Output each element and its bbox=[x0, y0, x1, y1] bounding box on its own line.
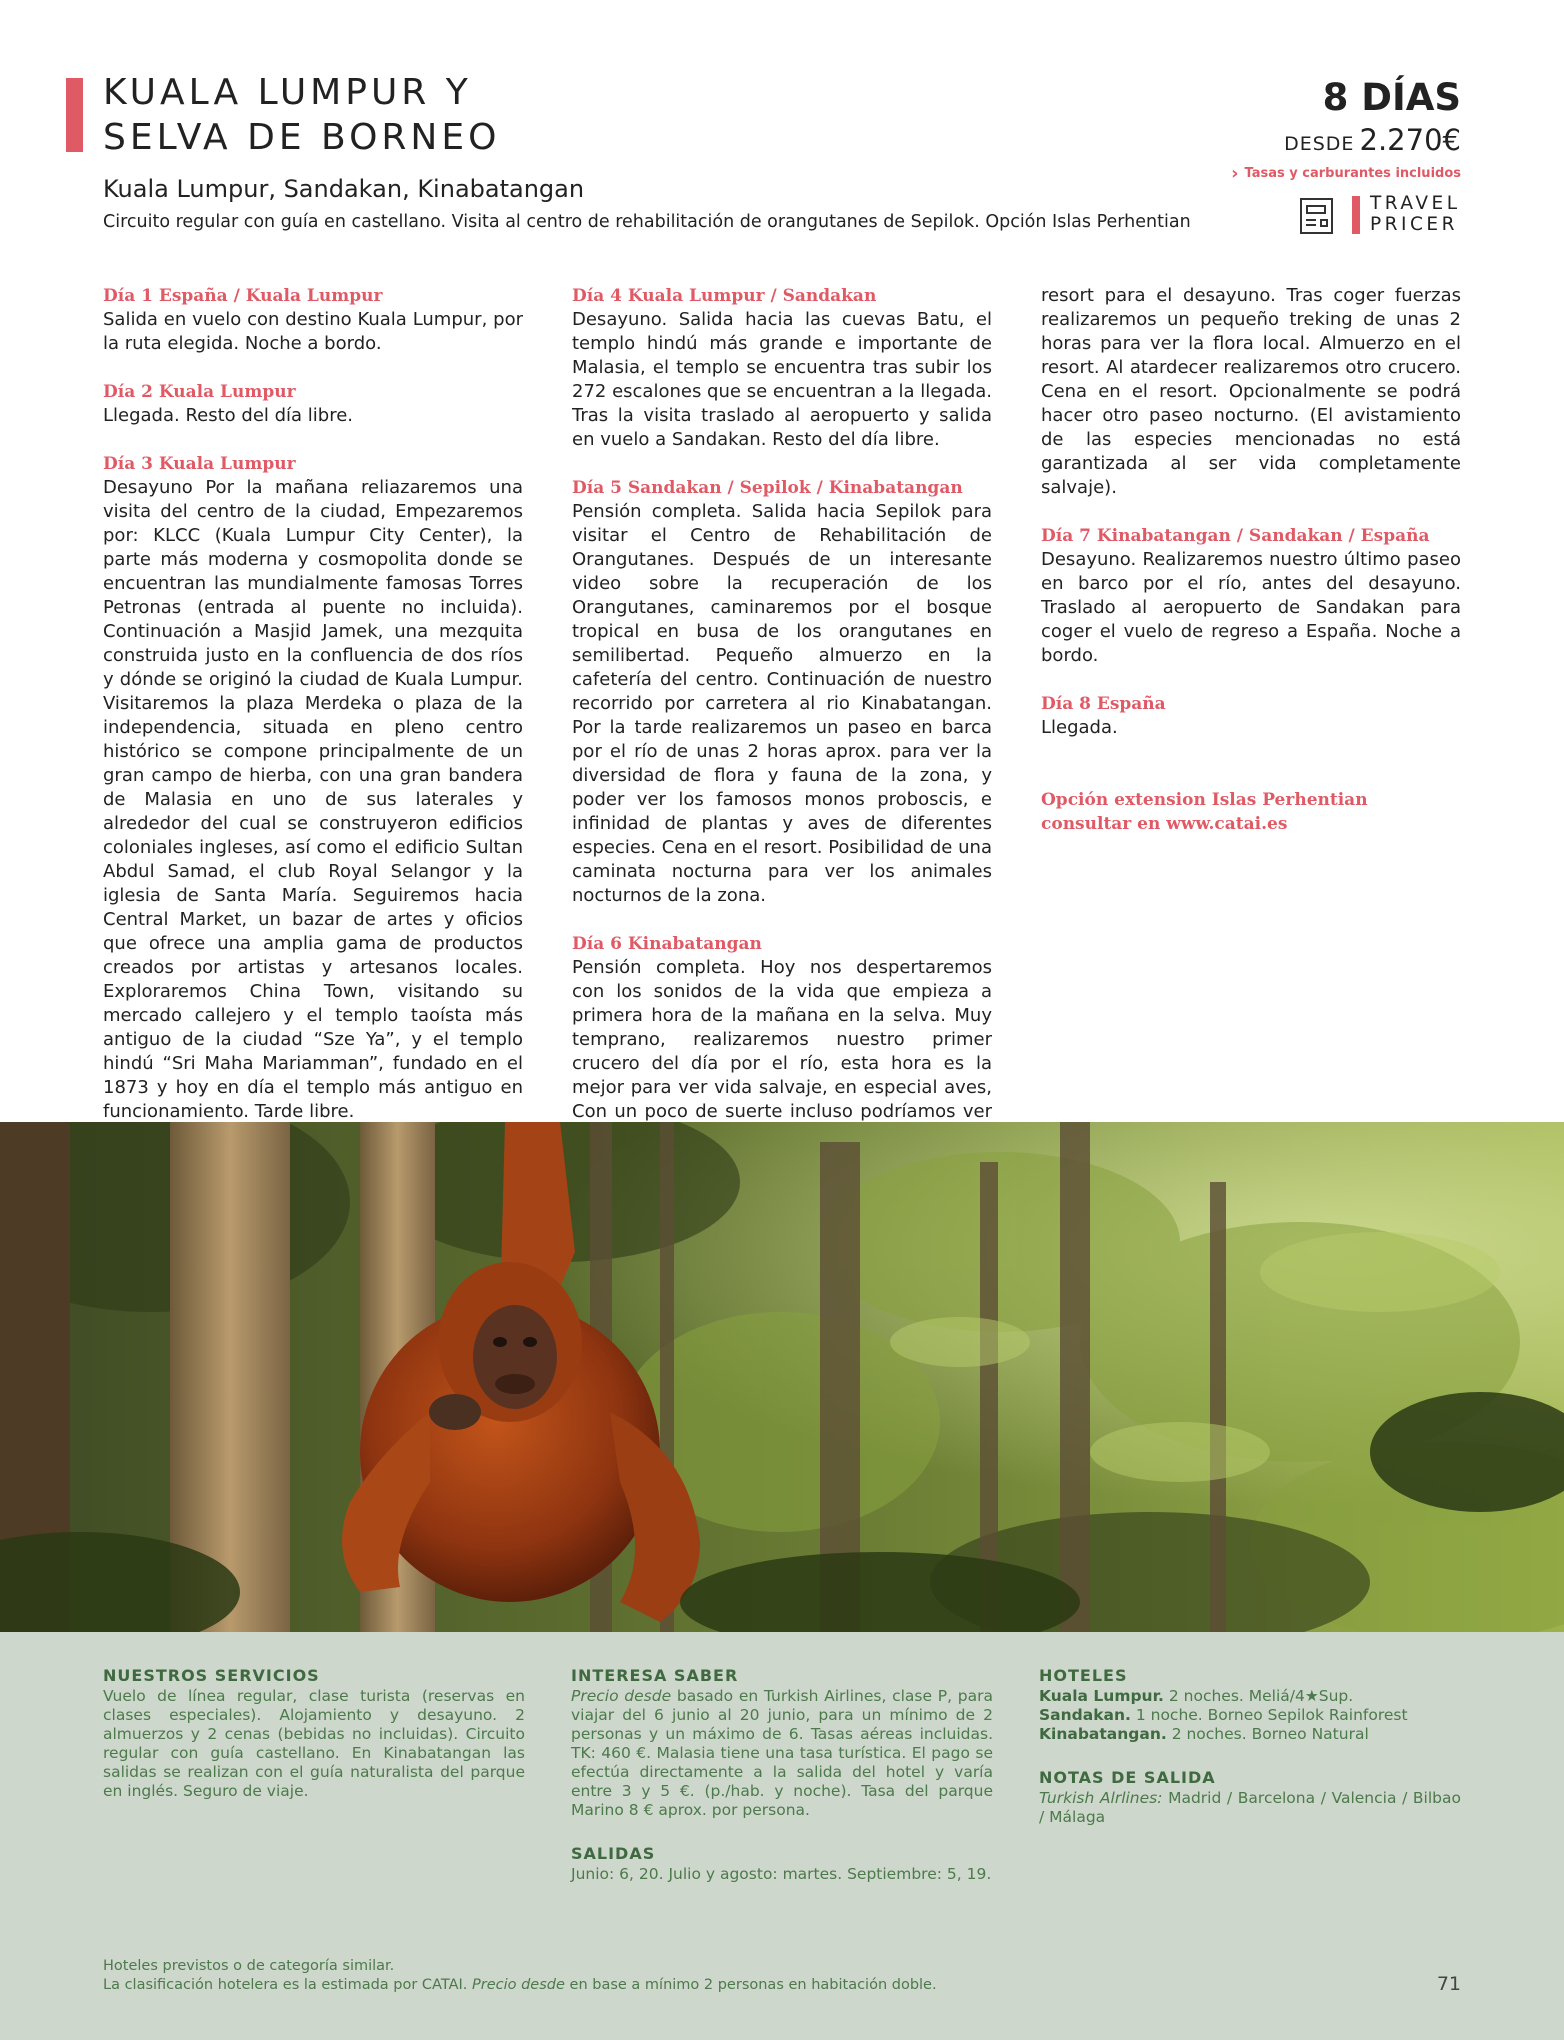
footer-note-2-italic: Precio desde bbox=[472, 1977, 565, 1993]
info-footer bbox=[0, 1632, 1564, 2040]
day-5-title: Día 5 Sandakan / Sepilok / Kinabatangan bbox=[572, 478, 963, 498]
footer-notes bbox=[103, 1957, 937, 1995]
day-3-text: Desayuno Por la mañana reliazaremos una visita del centro de la ciudad, Empezaremos por: KLCC (Kuala Lumpur City Center), la parte más moderna y cosmopolita donde se encuentran las mundialmente famosas Torres Petronas (entrada al puente no incluida). Continuación a Masjid Jamek, una mezquita construida justo en la confluencia de dos ríos y dónde se originó la ciudad de Kuala Lumpur. Visitaremos la plaza Merdeka o plaza de la independencia, situada en pleno centro histórico se compone principalmente de un gran campo de hierba, con una gran bandera de Malasia en uno de sus laterales y alrededor del cual se construyeron edificios coloniales ingleses, así como el edificio Sultan Abdul Samad, el club Royal Selangor y la iglesia de Santa María. Seguiremos hacia Central Market, un bazar de artes y oficios que ofrece una amplia gama de productos creados por artistas y artesanos locales. Exploraremos China Town, visitando su mercado callejero y el templo taoísta más antiguo de la ciudad “Sze Ya”, y el templo hindú “Sri Maha Mariamman”, fundado en el 1873 y hoy en día el templo más antiguo en funcionamiento. Tarde libre. bbox=[103, 477, 523, 1122]
tour-tagline: Circuito regular con guía en castellano. Visita al centro de rehabilitación de orangutanes de Sepilok. Opción Islas Perhentian bbox=[103, 212, 1191, 232]
hotel-detail: 2 noches. Meliá/4★Sup. bbox=[1163, 1687, 1354, 1705]
services-text: Vuelo de línea regular, clase turista (reservas en clases especiales). Alojamiento y desayuno. 2 almuerzos y 2 cenas (bebidas no incluidas). Circuito regular con guía castellano. En Kinabatangan las salidas se realizan con el guía naturalista del parque en inglés. Seguro de viaje. bbox=[103, 1687, 525, 1800]
price-line bbox=[1284, 123, 1461, 157]
day-5-text: Pensión completa. Salida hacia Sepilok para visitar el Centro de Rehabilitación de Orangutanes. Después de un interesante video sobre la recuperación de los Orangutanes, caminaremos por el bosque tropical en busa de los orangutanes en semilibertad. Pequeño almuerzo en la cafetería del centro. Continuación de nuestro recorrido por carretera al rio Kinabatangan. Por la tarde realizaremos un paseo en barca por el río de unas 2 horas aprox. para ver la diversidad de flora y fauna de la zona, y poder ver los famosos monos proboscis, e infinidad de plantas y aves de diferentes especies. Cena en el resort. Posibilidad de una caminata nocturna para ver los animales nocturnos de la zona. bbox=[572, 501, 992, 906]
hotel-city: Kuala Lumpur. bbox=[1039, 1687, 1164, 1705]
day-6-title: Día 6 Kinabatangan bbox=[572, 934, 762, 954]
hotel-row bbox=[1039, 1687, 1461, 1706]
day-6-continued-text: resort para el desayuno. Tras coger fuerzas realizaremos un pequeño treking de unas 2 horas para ver la flora local. Almuerzo en el resort. Al atardecer realizaremos otro crucero. Cena en el resort. Opcionalmente se podrá hacer otro paseo nocturno. (El avistamiento de las especies mencionadas no está garantizada al ser vida completamente salvaje). bbox=[1041, 285, 1461, 498]
page-title bbox=[103, 70, 500, 160]
hotel-city: Sandakan. bbox=[1039, 1706, 1131, 1724]
taxes-note bbox=[1231, 163, 1461, 184]
brand-line-1: TRAVEL bbox=[1370, 193, 1461, 214]
trip-duration: 8 DÍAS bbox=[1322, 76, 1461, 119]
info-body: basado en Turkish Airlines, clase P, para viajar del 6 junio al 20 junio, para un mínimo de 2 personas y un máximo de 6. Tasas aéreas incluidas. TK: 460 €. Malasia tiene una tasa turística. El pago se efectúa directamente a la salida del hotel y varía entre 3 y 5 €. (p./hab. y noche). Tasa del parque Marino 8 € aprox. por persona. bbox=[571, 1687, 993, 1819]
hotel-city: Kinabatangan. bbox=[1039, 1725, 1167, 1743]
services-section bbox=[103, 1666, 525, 1801]
day-4-text: Desayuno. Salida hacia las cuevas Batu, el templo hindú más grande e importante de Malasia, el templo se encuentra tras subir los 272 escalones que se encuentran a la llegada. Tras la visita traslado al aeropuerto y salida en vuelo a Sandakan. Resto del día libre. bbox=[572, 309, 992, 450]
footer-note-2 bbox=[103, 1976, 937, 1995]
orangutan-jungle-photo bbox=[0, 1122, 1564, 1632]
hotel-detail: 1 noche. Borneo Sepilok Rainforest bbox=[1130, 1706, 1408, 1724]
day-1-title: Día 1 España / Kuala Lumpur bbox=[103, 286, 383, 306]
price-calculator-icon bbox=[1300, 198, 1333, 234]
title-line-2: SELVA DE BORNEO bbox=[103, 117, 501, 158]
services-heading: NUESTROS SERVICIOS bbox=[103, 1666, 320, 1685]
day-7-text: Desayuno. Realizaremos nuestro último paseo en barco por el río, antes del desayuno. Traslado al aeropuerto de Sandakan para coger el vuelo de regreso a España. Noche a bordo. bbox=[1041, 549, 1461, 666]
itinerary-column-1 bbox=[103, 284, 523, 1124]
info-text bbox=[571, 1687, 993, 1820]
taxes-note-text: Tasas y carburantes incluidos bbox=[1244, 166, 1461, 181]
brand-accent-bar bbox=[1352, 196, 1360, 234]
departure-notes-text bbox=[1039, 1789, 1461, 1827]
day-7-title: Día 7 Kinabatangan / Sandakan / España bbox=[1041, 526, 1430, 546]
footer-note-2b: en base a mínimo 2 personas en habitación doble. bbox=[564, 1977, 937, 1993]
itinerary-column-3 bbox=[1041, 284, 1461, 836]
locations-subtitle: Kuala Lumpur, Sandakan, Kinabatangan bbox=[103, 175, 585, 203]
hotels-heading: HOTELES bbox=[1039, 1666, 1128, 1685]
hotel-detail: 2 noches. Borneo Natural bbox=[1166, 1725, 1369, 1743]
info-section bbox=[571, 1666, 993, 1884]
itinerary-column-2 bbox=[572, 284, 992, 1148]
chevron-right-icon: › bbox=[1231, 163, 1239, 184]
title-accent-bar bbox=[66, 78, 83, 152]
info-heading: INTERESA SABER bbox=[571, 1666, 739, 1685]
option-extension-note: Opción extension Islas Perhentian consultar en www.catai.es bbox=[1041, 790, 1368, 834]
hotels-section bbox=[1039, 1666, 1461, 1827]
departures-heading: SALIDAS bbox=[571, 1844, 656, 1863]
footer-note-1: Hoteles previstos o de categoría similar. bbox=[103, 1958, 395, 1974]
departures-text: Junio: 6, 20. Julio y agosto: martes. Septiembre: 5, 19. bbox=[571, 1865, 992, 1883]
day-1-text: Salida en vuelo con destino Kuala Lumpur, por la ruta elegida. Noche a bordo. bbox=[103, 309, 523, 354]
day-3-title: Día 3 Kuala Lumpur bbox=[103, 454, 296, 474]
page-number: 71 bbox=[1436, 1973, 1461, 1995]
departure-cities: Madrid / Barcelona / Valencia / Bilbao / Málaga bbox=[1039, 1789, 1461, 1826]
info-italic-lead: Precio desde bbox=[571, 1687, 672, 1705]
day-8-title: Día 8 España bbox=[1041, 694, 1166, 714]
hotel-row bbox=[1039, 1725, 1461, 1744]
day-2-text: Llegada. Resto del día libre. bbox=[103, 405, 354, 426]
title-line-1: KUALA LUMPUR Y bbox=[103, 72, 472, 113]
footer-note-2a: La clasificación hotelera es la estimada por CATAI. bbox=[103, 1977, 472, 1993]
brand-line-2: PRICER bbox=[1370, 214, 1458, 235]
price-amount: 2.270€ bbox=[1359, 123, 1461, 157]
airline-name: Turkish Alrlines: bbox=[1039, 1789, 1163, 1807]
day-4-title: Día 4 Kuala Lumpur / Sandakan bbox=[572, 286, 877, 306]
day-2-title: Día 2 Kuala Lumpur bbox=[103, 382, 296, 402]
departure-notes-heading: NOTAS DE SALIDA bbox=[1039, 1768, 1216, 1787]
day-6-text: Pensión completa. Hoy nos despertaremos con los sonidos de la vida que empieza a primera hora de la mañana en la selva. Muy temprano, realizaremos nuestro primer crucero del día por el río, esta hora es la mejor para ver vida salvaje, en especial aves, Con un poco de suerte incluso podríamos ver bbox=[572, 957, 992, 1122]
day-8-text: Llegada. bbox=[1041, 717, 1118, 738]
travel-pricer-logo bbox=[1370, 193, 1461, 235]
hotel-row bbox=[1039, 1706, 1461, 1725]
price-prefix: DESDE bbox=[1284, 133, 1355, 155]
